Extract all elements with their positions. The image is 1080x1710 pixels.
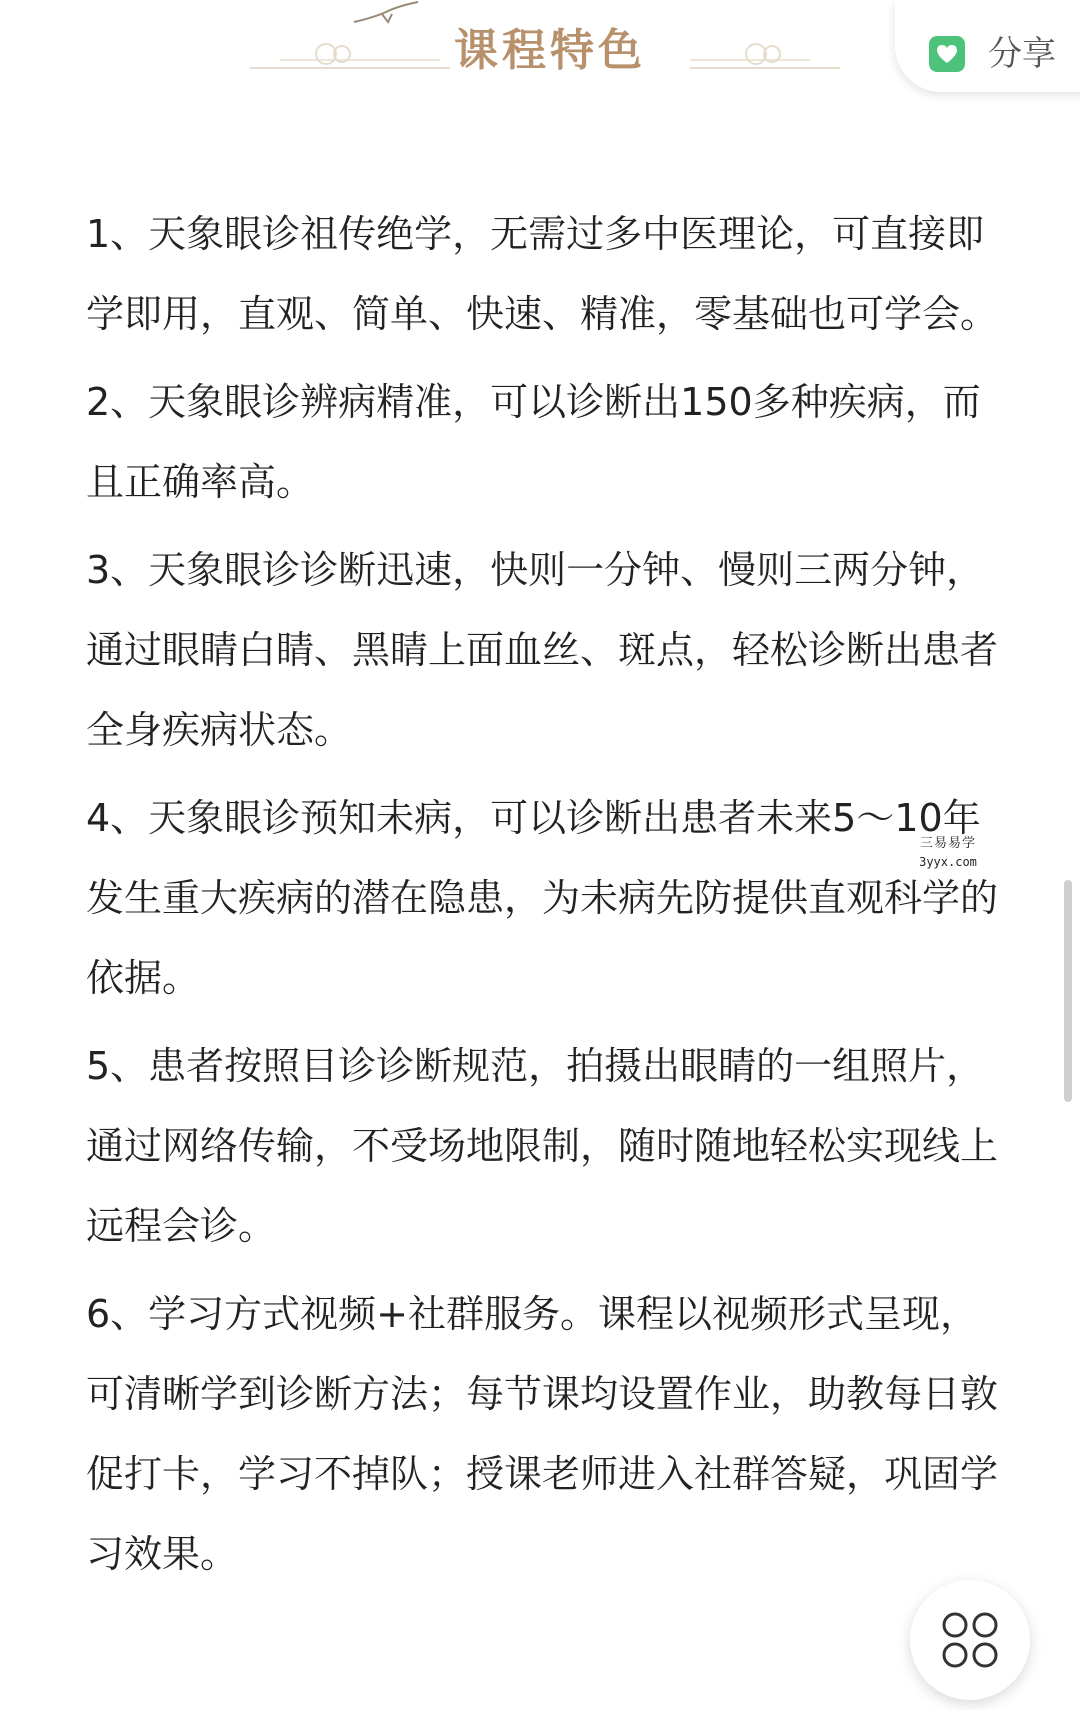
page-title: 课程特色 — [454, 25, 646, 76]
course-features-list — [86, 194, 1006, 1602]
feature-paragraph-1: 1、天象眼诊祖传绝学，无需过多中医理论，可直接即学即用，直观、简单、快速、精准，零基础也可学会。 — [86, 212, 999, 336]
share-label: 分享 — [988, 34, 1056, 74]
feature-paragraph-6: 6、学习方式视频+社群服务。课程以视频形式呈现，可清晰学到诊断方法；每节课均设置作业，助教每日敦促打卡，学习不掉队；授课老师进入社群答疑，巩固学习效果。 — [86, 1292, 999, 1576]
share-button[interactable] — [895, 0, 1080, 92]
feature-paragraph-3: 3、天象眼诊诊断迅速，快则一分钟、慢则三两分钟，通过眼睛白睛、黑睛上面血丝、斑点，轻松诊断出患者全身疾病状态。 — [86, 548, 999, 752]
floating-menu-button[interactable] — [910, 1580, 1030, 1700]
feature-paragraph-4: 4、天象眼诊预知未病，可以诊断出患者未来5～10年发生重大疾病的潜在隐患，为未病先防提供直观科学的依据。 — [86, 796, 999, 1000]
watermark-text: 三易易学 — [919, 836, 976, 851]
watermark-url: 3yyx.com — [919, 855, 977, 869]
watermark — [908, 832, 988, 869]
scrollbar[interactable] — [1064, 880, 1072, 1102]
menu-grid-icon — [940, 1610, 1000, 1670]
feature-paragraph-2: 2、天象眼诊辨病精准，可以诊断出150多种疾病，而且正确率高。 — [86, 380, 981, 504]
cloud-ornament-right-icon — [690, 40, 840, 80]
share-wechat-icon — [927, 34, 967, 74]
page-header — [0, 0, 1080, 110]
feature-paragraph-5: 5、患者按照目诊诊断规范，拍摄出眼睛的一组照片，通过网络传输，不受场地限制，随时随地轻松实现线上远程会诊。 — [86, 1044, 999, 1248]
